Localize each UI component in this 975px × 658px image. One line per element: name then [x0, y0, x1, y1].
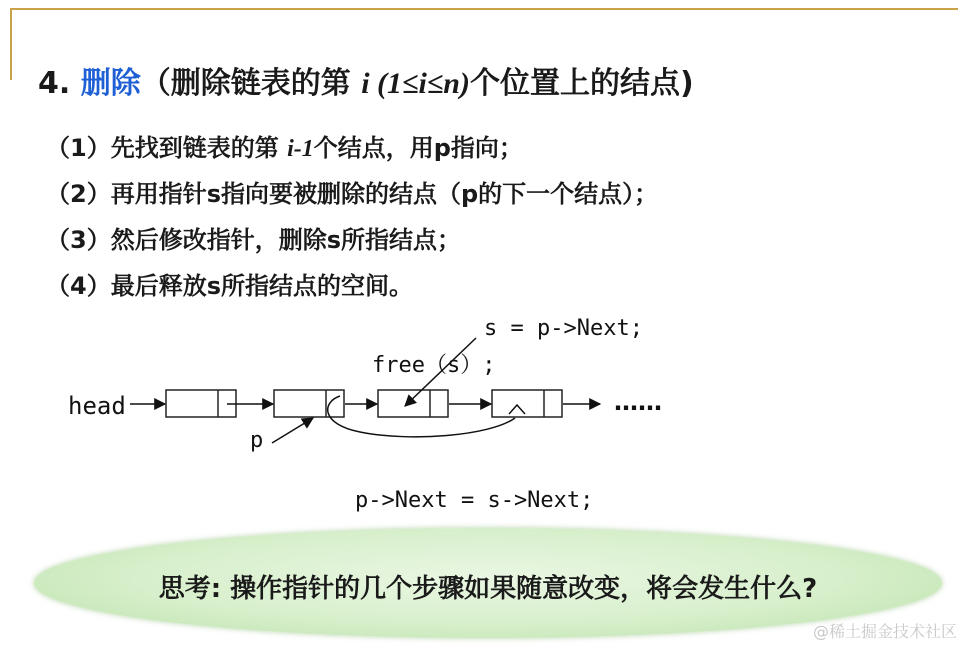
title-rest-2: 个位置上的结点) — [469, 66, 694, 101]
title-number: 4. — [38, 66, 71, 101]
watermark: @稀土掘金技术社区 — [812, 622, 957, 641]
title-rest-1: （删除链表的第 — [140, 66, 362, 101]
head-label: head — [68, 392, 126, 420]
title-range: (1≤i≤n) — [369, 67, 470, 100]
list-node-1 — [166, 390, 236, 417]
p-pointer-arrow — [272, 418, 313, 443]
step-1-italic: i-1 — [287, 136, 314, 162]
step-2-text: （2）再用指针s指向要被删除的结点（p的下一个结点）； — [46, 180, 659, 208]
ellipsis: …… — [614, 388, 662, 416]
think-text: 思考: 操作指针的几个步骤如果随意改变，将会发生什么? — [158, 574, 818, 604]
p-label: p — [250, 428, 264, 453]
title-var-i: i — [361, 67, 370, 100]
think-bubble — [34, 528, 942, 638]
step-1-suffix: 个结点，用p指向； — [313, 134, 523, 162]
code-relink: p->Next = s->Next; — [355, 488, 594, 513]
title-accent: 删除 — [80, 66, 141, 101]
code-free: free（s）; — [372, 353, 496, 378]
list-node-4 — [492, 390, 562, 417]
list-node-s — [378, 390, 448, 417]
code-assign-s: s = p->Next; — [484, 316, 643, 341]
step-3-text: （3）然后修改指针，删除s所指结点； — [46, 226, 461, 254]
list-node-p — [274, 390, 344, 417]
step-1-prefix: （1）先找到链表的第 — [46, 134, 288, 162]
step-4-text: （4）最后释放s所指结点的空间。 — [46, 272, 413, 300]
